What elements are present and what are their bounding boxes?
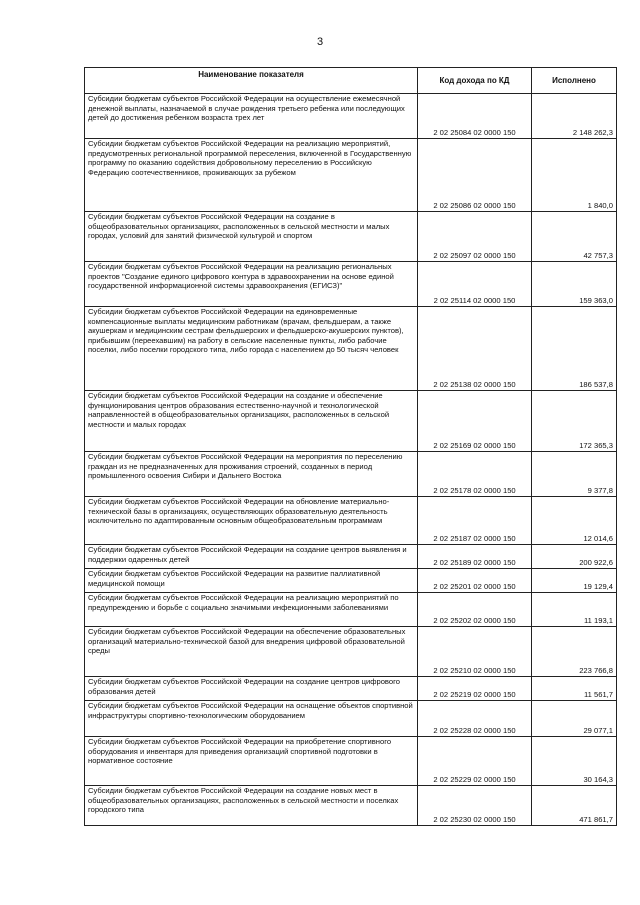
row-name: Субсидии бюджетам субъектов Российской Федерации на мероприятия по переселению граждан из не предназначенных для проживания строений, созданных в период промышленного освоения Сибири и Дальнего Востока: [85, 452, 418, 497]
row-code: 2 02 25219 02 0000 150: [418, 677, 532, 701]
row-name: Субсидии бюджетам субъектов Российской Федерации на обновление материально-технической базы в организациях, осуществляющих образовательную деятельность исключительно по адаптированным основным общеобразовательным программам: [85, 497, 418, 545]
row-code: 2 02 25210 02 0000 150: [418, 627, 532, 677]
row-name: Субсидии бюджетам субъектов Российской Федерации на единовременные компенсационные выплаты медицинским работникам (врачам, фельдшерам, а также акушеркам и медицинским сестрам фельдшерских и фельдшерско-акушерских пунктов), прибывшим (переехавшим) на работу в сельские населенные пункты, либо рабочие поселки, либо поселки городского типа, либо города с населением до 50 тысяч человек: [85, 307, 418, 391]
table-row: [85, 307, 617, 391]
row-code: 2 02 25201 02 0000 150: [418, 569, 532, 593]
row-name: Субсидии бюджетам субъектов Российской Федерации на реализацию мероприятий, предусмотренных региональной программой переселения, включенной в Государственную программу по оказанию содействия добровольному переселению в Российскую Федерацию соотечественников, проживающих за рубежом: [85, 139, 418, 212]
row-amount: 9 377,8: [532, 452, 617, 497]
table-row: [85, 391, 617, 452]
row-amount: 471 861,7: [532, 786, 617, 826]
row-amount: 30 164,3: [532, 737, 617, 786]
row-name: Субсидии бюджетам субъектов Российской Федерации на реализацию мероприятий по предупреждению и борьбе с социально значимыми инфекционными заболеваниями: [85, 593, 418, 627]
row-name: Субсидии бюджетам субъектов Российской Федерации на создание новых мест в общеобразовательных организациях, расположенных в сельской местности и поселках городского типа: [85, 786, 418, 826]
table-row: [85, 545, 617, 569]
table-row: [85, 497, 617, 545]
page-number: 3: [316, 36, 324, 48]
table-row: [85, 262, 617, 307]
row-code: 2 02 25230 02 0000 150: [418, 786, 532, 826]
row-amount: 2 148 262,3: [532, 94, 617, 139]
row-amount: 29 077,1: [532, 701, 617, 737]
row-code: 2 02 25187 02 0000 150: [418, 497, 532, 545]
row-name: Субсидии бюджетам субъектов Российской Федерации на развитие паллиативной медицинской помощи: [85, 569, 418, 593]
row-code: 2 02 25084 02 0000 150: [418, 94, 532, 139]
table-header: [85, 68, 617, 94]
table-body: [85, 94, 617, 826]
row-amount: 12 014,6: [532, 497, 617, 545]
table-row: [85, 139, 617, 212]
table-row: [85, 452, 617, 497]
row-code: 2 02 25189 02 0000 150: [418, 545, 532, 569]
row-name: Субсидии бюджетам субъектов Российской Федерации на создание в общеобразовательных организациях, расположенных в сельской местности и малых городах, условий для занятий физической культурой и спортом: [85, 212, 418, 262]
table-row: [85, 737, 617, 786]
row-name: Субсидии бюджетам субъектов Российской Федерации на создание и обеспечение функционирования центров образования естественно-научной и технологической направленностей в общеобразовательных организациях, расположенных в сельской местности и малых городах: [85, 391, 418, 452]
row-amount: 200 922,6: [532, 545, 617, 569]
row-amount: 172 365,3: [532, 391, 617, 452]
row-amount: 42 757,3: [532, 212, 617, 262]
row-code: 2 02 25169 02 0000 150: [418, 391, 532, 452]
income-table: [84, 67, 617, 826]
row-name: Субсидии бюджетам субъектов Российской Федерации на оснащение объектов спортивной инфраструктуры спортивно-технологическим оборудованием: [85, 701, 418, 737]
row-code: 2 02 25228 02 0000 150: [418, 701, 532, 737]
row-code: 2 02 25138 02 0000 150: [418, 307, 532, 391]
row-name: Субсидии бюджетам субъектов Российской Федерации на создание центров выявления и поддержки одаренных детей: [85, 545, 418, 569]
header-amount: Исполнено: [532, 68, 617, 94]
row-amount: 11 193,1: [532, 593, 617, 627]
row-amount: 186 537,8: [532, 307, 617, 391]
table-row: [85, 786, 617, 826]
row-name: Субсидии бюджетам субъектов Российской Федерации на создание центров цифрового образования детей: [85, 677, 418, 701]
row-code: 2 02 25097 02 0000 150: [418, 212, 532, 262]
row-name: Субсидии бюджетам субъектов Российской Федерации на осуществление ежемесячной денежной выплаты, назначаемой в случае рождения третьего ребенка или последующих детей до достижения ребенком возраста трех лет: [85, 94, 418, 139]
table-row: [85, 212, 617, 262]
table-row: [85, 593, 617, 627]
row-name: Субсидии бюджетам субъектов Российской Федерации на реализацию региональных проектов "Создание единого цифрового контура в здравоохранении на основе единой государственной информационной системы здравоохранения (ЕГИСЗ)": [85, 262, 418, 307]
table-row: [85, 627, 617, 677]
row-amount: 19 129,4: [532, 569, 617, 593]
row-name: Субсидии бюджетам субъектов Российской Федерации на обеспечение образовательных организаций материально-технической базой для внедрения цифровой образовательной среды: [85, 627, 418, 677]
row-amount: 1 840,0: [532, 139, 617, 212]
table-row: [85, 701, 617, 737]
row-code: 2 02 25178 02 0000 150: [418, 452, 532, 497]
table-row: [85, 94, 617, 139]
row-code: 2 02 25086 02 0000 150: [418, 139, 532, 212]
row-amount: 11 561,7: [532, 677, 617, 701]
row-code: 2 02 25229 02 0000 150: [418, 737, 532, 786]
row-code: 2 02 25202 02 0000 150: [418, 593, 532, 627]
row-code: 2 02 25114 02 0000 150: [418, 262, 532, 307]
header-code: Код дохода по КД: [418, 68, 532, 94]
row-name: Субсидии бюджетам субъектов Российской Федерации на приобретение спортивного оборудования и инвентаря для приведения организаций спортивной подготовки в нормативное состояние: [85, 737, 418, 786]
row-amount: 223 766,8: [532, 627, 617, 677]
row-amount: 159 363,0: [532, 262, 617, 307]
header-name: Наименование показателя: [85, 68, 418, 94]
table-row: [85, 569, 617, 593]
table-row: [85, 677, 617, 701]
